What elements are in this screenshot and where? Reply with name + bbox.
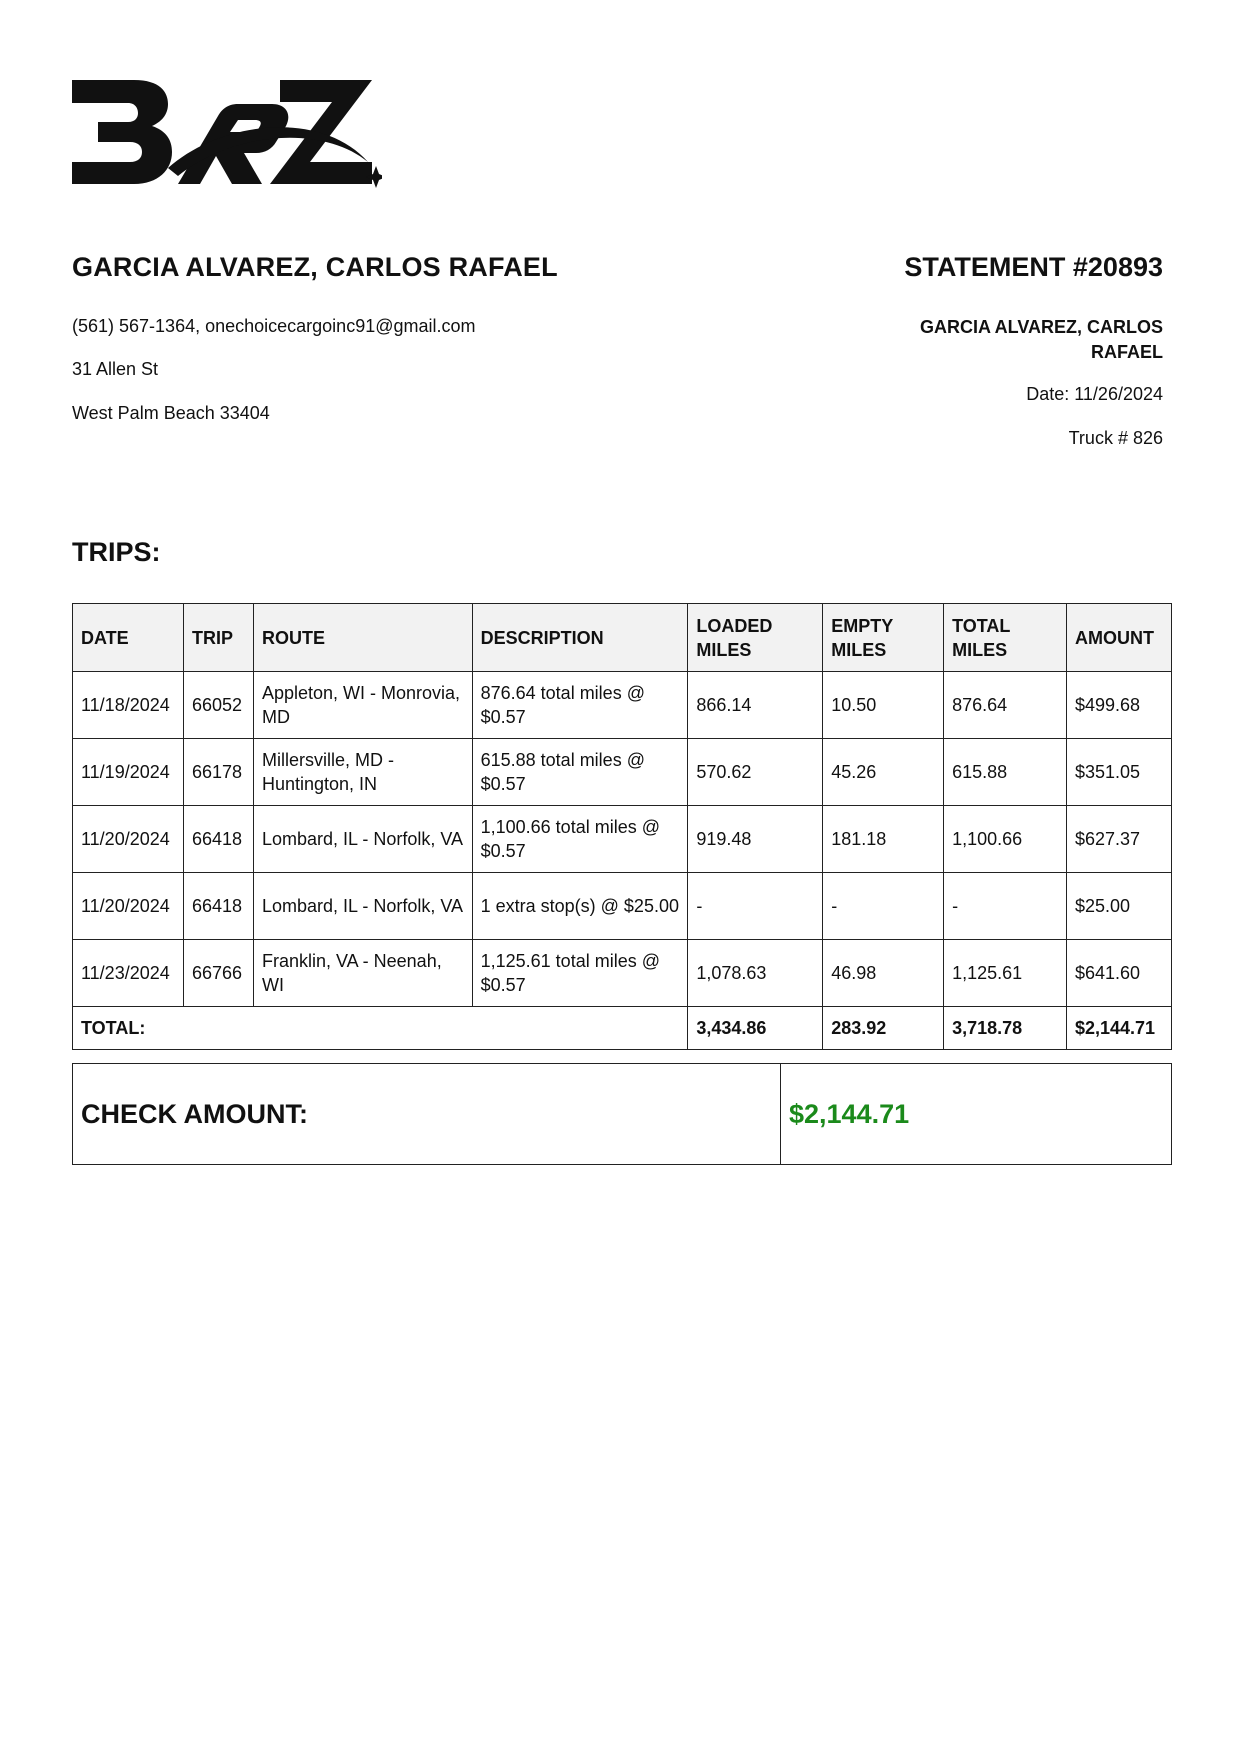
cell-date: 11/18/2024 [73,672,184,739]
table-row [73,739,1172,806]
header-empty-miles: EMPTY MILES [823,604,944,672]
cell-description: 1 extra stop(s) @ $25.00 [472,873,688,940]
cell-total-miles: - [944,873,1067,940]
cell-empty-miles: 46.98 [823,940,944,1007]
cell-empty-miles: 10.50 [823,672,944,739]
cell-amount: $627.37 [1066,806,1171,873]
totals-loaded-miles: 3,434.86 [688,1007,823,1050]
totals-amount: $2,144.71 [1066,1007,1171,1050]
cell-date: 11/19/2024 [73,739,184,806]
totals-row [73,1007,1172,1050]
cell-description: 1,100.66 total miles @ $0.57 [472,806,688,873]
cell-empty-miles: 45.26 [823,739,944,806]
cell-trip: 66418 [183,806,253,873]
cell-total-miles: 1,125.61 [944,940,1067,1007]
cell-description: 1,125.61 total miles @ $0.57 [472,940,688,1007]
cell-loaded-miles: 919.48 [688,806,823,873]
header-loaded-miles: LOADED MILES [688,604,823,672]
table-header-row [73,604,1172,672]
trips-heading: TRIPS: [72,537,161,567]
cell-amount: $351.05 [1066,739,1171,806]
cell-trip: 66178 [183,739,253,806]
cell-route: Lombard, IL - Norfolk, VA [253,873,472,940]
statement-title: STATEMENT #20893 [904,252,1163,282]
totals-label: TOTAL: [73,1007,688,1050]
totals-total-miles: 3,718.78 [944,1007,1067,1050]
cell-route: Franklin, VA - Neenah, WI [253,940,472,1007]
cell-description: 876.64 total miles @ $0.57 [472,672,688,739]
header-date: DATE [73,604,184,672]
cell-amount: $499.68 [1066,672,1171,739]
cell-description: 615.88 total miles @ $0.57 [472,739,688,806]
driver-contact: (561) 567-1364, onechoicecargoinc91@gmail.com [72,316,476,336]
cell-loaded-miles: 1,078.63 [688,940,823,1007]
header-route: ROUTE [253,604,472,672]
cell-amount: $25.00 [1066,873,1171,940]
check-amount-box [72,1063,1172,1165]
totals-empty-miles: 283.92 [823,1007,944,1050]
cell-trip: 66418 [183,873,253,940]
header-amount: AMOUNT [1066,604,1171,672]
cell-empty-miles: 181.18 [823,806,944,873]
table-row [73,940,1172,1007]
cell-empty-miles: - [823,873,944,940]
cell-trip: 66052 [183,672,253,739]
bill-to-name: GARCIA ALVAREZ, CARLOS RAFAEL [920,317,1163,362]
check-amount-label: CHECK AMOUNT: [73,1064,781,1165]
header-trip: TRIP [183,604,253,672]
trips-table [72,603,1172,1050]
truck-number: Truck # 826 [1068,428,1163,448]
cell-loaded-miles: - [688,873,823,940]
cell-total-miles: 876.64 [944,672,1067,739]
table-row [73,806,1172,873]
header-description: DESCRIPTION [472,604,688,672]
cell-route: Millersville, MD - Huntington, IN [253,739,472,806]
statement-date: Date: 11/26/2024 [1026,384,1163,404]
cell-trip: 66766 [183,940,253,1007]
driver-street: 31 Allen St [72,359,159,379]
brz-logo [72,80,382,192]
check-amount-value: $2,144.71 [781,1064,1172,1165]
cell-date: 11/20/2024 [73,873,184,940]
cell-total-miles: 615.88 [944,739,1067,806]
cell-route: Appleton, WI - Monrovia, MD [253,672,472,739]
header-total-miles: TOTAL MILES [944,604,1067,672]
cell-total-miles: 1,100.66 [944,806,1067,873]
table-row [73,672,1172,739]
table-row [73,873,1172,940]
cell-loaded-miles: 866.14 [688,672,823,739]
cell-loaded-miles: 570.62 [688,739,823,806]
cell-amount: $641.60 [1066,940,1171,1007]
driver-name: GARCIA ALVAREZ, CARLOS RAFAEL [72,252,558,282]
cell-date: 11/23/2024 [73,940,184,1007]
driver-city: West Palm Beach 33404 [72,403,270,423]
cell-date: 11/20/2024 [73,806,184,873]
cell-route: Lombard, IL - Norfolk, VA [253,806,472,873]
